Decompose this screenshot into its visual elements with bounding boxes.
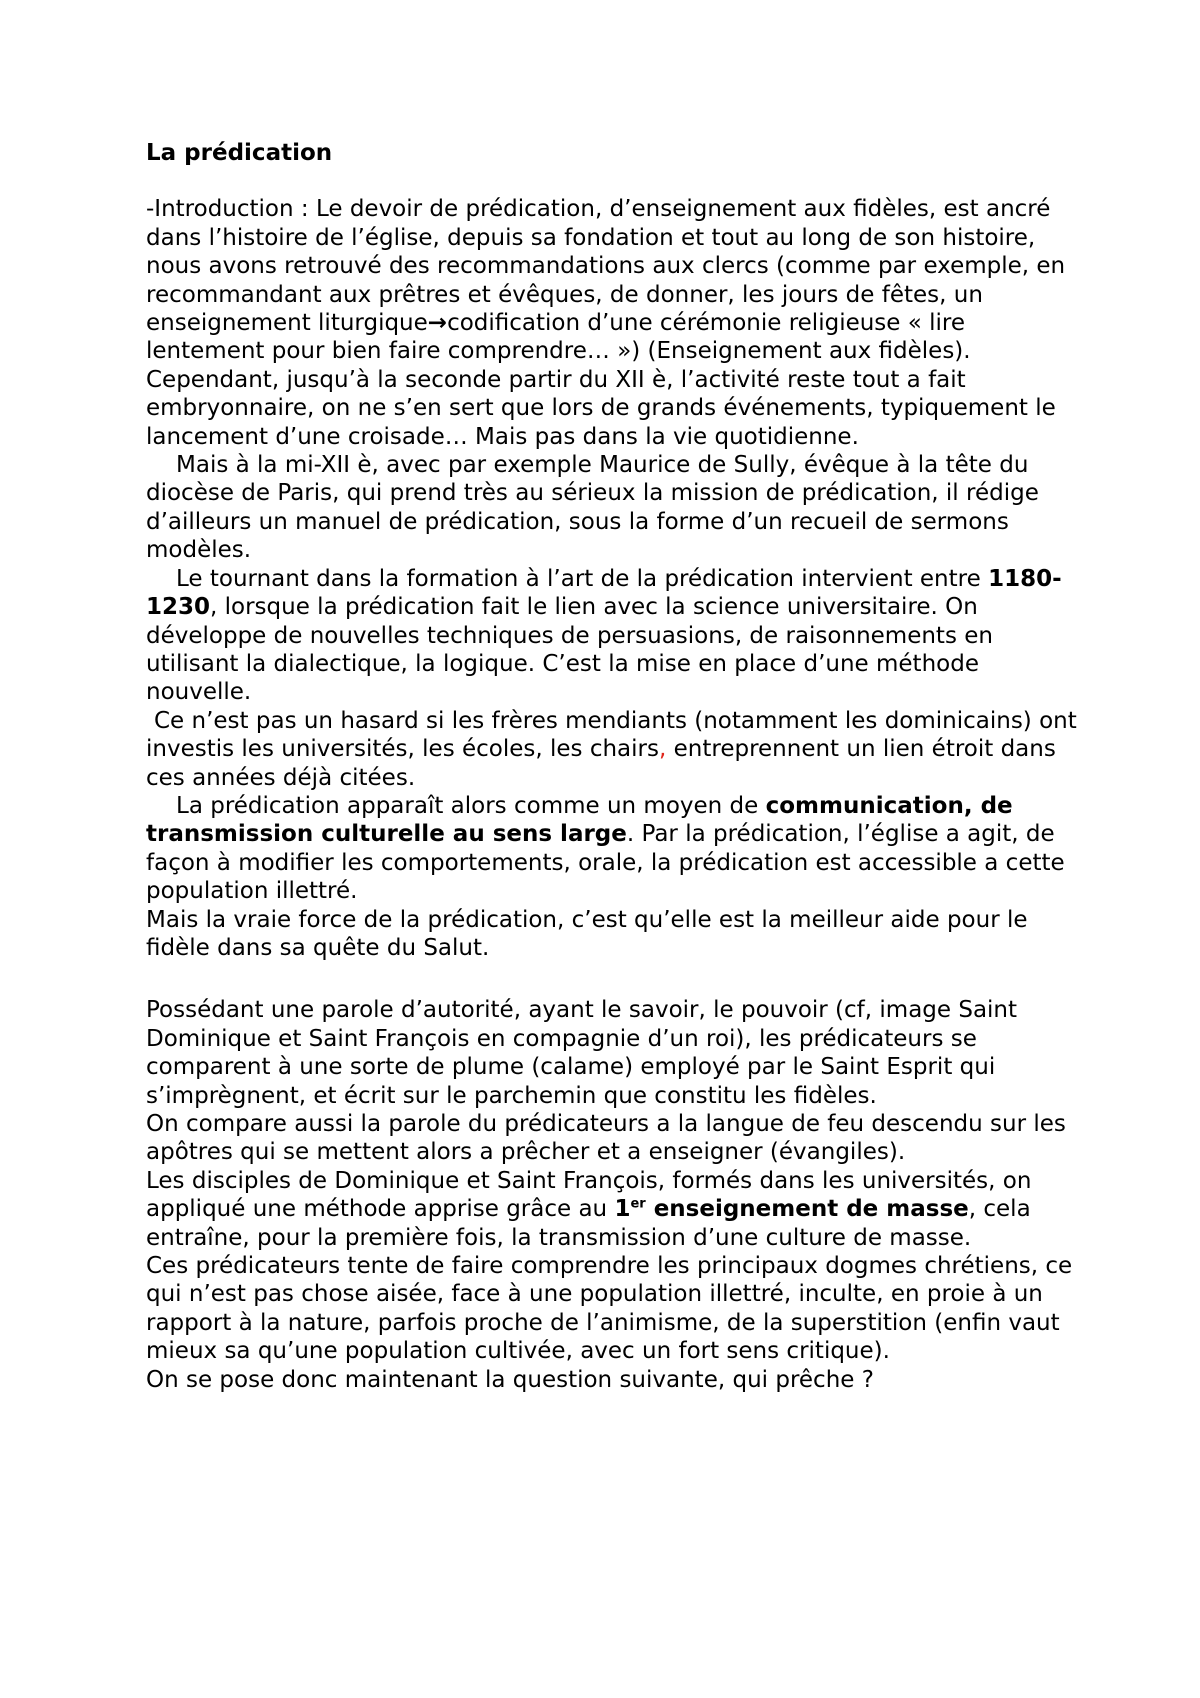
paragraph-disciples bbox=[146, 1167, 1086, 1252]
tournant-text-start: Le tournant dans la formation à l’art de la prédication intervient entre bbox=[176, 565, 989, 592]
paragraph-freres-mendiants bbox=[146, 707, 1086, 792]
communication-text-start: La prédication apparaît alors comme un moyen de bbox=[176, 792, 766, 819]
document-title: La prédication bbox=[146, 140, 333, 166]
paragraph-tournant bbox=[146, 565, 1086, 707]
paragraph-gap bbox=[146, 962, 1086, 996]
paragraph-maurice-de-sully: Mais à la mi-XII è, avec par exemple Maurice de Sully, évêque à la tête du diocèse de Paris, qui prend très au sérieux la mission de prédication, il rédige d’ailleurs un manuel de prédication, sous la forme d’un recueil de sermons modèles. bbox=[146, 452, 1039, 564]
communication-highlight: communication, de transmission culturelle au sens large bbox=[146, 792, 1013, 848]
intro-text-end: codification d’une cérémonie religieuse « lire lentement pour bien faire comprendre… ») (Enseignement aux fidèles). bbox=[146, 310, 971, 365]
mendiants-text-end: entreprennent un lien étroit dans ces années déjà citées. bbox=[146, 736, 1056, 791]
paragraph-communication bbox=[146, 792, 1086, 906]
mendiants-text-start: Ce n’est pas un hasard si les frères mendiants (notamment les dominicains) ont investis les universités, les écoles, les chairs bbox=[146, 707, 1077, 763]
disciples-text-start: Les disciples de Dominique et Saint François, formés dans les universités, on appliqué une méthode apprise grâce au bbox=[146, 1167, 1032, 1223]
paragraph-question: On se pose donc maintenant la question suivante, qui prêche ? bbox=[146, 1366, 874, 1393]
ordinal-suffix: er bbox=[630, 1196, 646, 1212]
communication-text-end: . Par la prédication, l’église a agit, de façon à modifier les comportements, orale, la prédication est accessible a cette population illettré. bbox=[146, 821, 1065, 905]
date-range-highlight: 1180-1230 bbox=[146, 565, 1062, 621]
paragraph-introduction bbox=[146, 195, 1086, 365]
red-comma-mark: , bbox=[659, 736, 667, 763]
paragraph-dogmes: Ces prédicateurs tente de faire comprendre les principaux dogmes chrétiens, ce qui n’est pas chose aisée, face à une population illettré, inculte, en proie à un rapport à la nature, parfois proche de l’animisme, de la superstition (enfin vaut mieux sa qu’une population cultivée, avec un fort sens critique). bbox=[146, 1253, 1073, 1365]
right-arrow-icon: → bbox=[427, 310, 448, 337]
enseignement-highlight: enseignement de masse bbox=[645, 1196, 969, 1223]
ordinal-number: 1 bbox=[614, 1196, 631, 1223]
paragraph-vraie-force: Mais la vraie force de la prédication, c’est qu’elle est la meilleur aide pour le fidèle dans sa quête du Salut. bbox=[146, 906, 1028, 961]
paragraph-autorite: Possédant une parole d’autorité, ayant le savoir, le pouvoir (cf, image Saint Dominique et Saint François en compagnie d’un roi), les prédicateurs se comparent à une sorte de plume (calame) employé par le Saint Esprit qui s’imprègnent, et écrit sur le parchemin que constitu les fidèles. bbox=[146, 997, 1018, 1109]
paragraph-langue-de-feu: On compare aussi la parole du prédicateurs a la langue de feu descendu sur les apôtres qui se mettent alors a prêcher et a enseigner (évangiles). bbox=[146, 1111, 1066, 1166]
paragraph-cependant: Cependant, jusqu’à la seconde partir du XII è, l’activité reste tout a fait embryonnaire, on ne s’en sert que lors de grands événements, typiquement le lancement d’une croisade… Mais pas dans la vie quotidienne. bbox=[146, 366, 1056, 450]
document-page bbox=[146, 139, 1086, 1394]
tournant-text-end: , lorsque la prédication fait le lien avec la science universitaire. On développe de nouvelles techniques de persuasions, de raisonnements en utilisant la dialectique, la logique. C’est la mise en place d’une méthode nouvelle. bbox=[146, 594, 993, 706]
disciples-text-end: , cela entraîne, pour la première fois, la transmission d’une culture de masse. bbox=[146, 1196, 1031, 1251]
intro-text-start: -Introduction : Le devoir de prédication, d’enseignement aux fidèles, est ancré dans l’histoire de l’église, depuis sa fondation et tout au long de son histoire, nous avons retrouvé des recommandations aux clercs (comme par exemple, en recommandant aux prêtres et évêques, de donner, les jours de fêtes, un enseignement liturgique bbox=[146, 196, 1066, 337]
